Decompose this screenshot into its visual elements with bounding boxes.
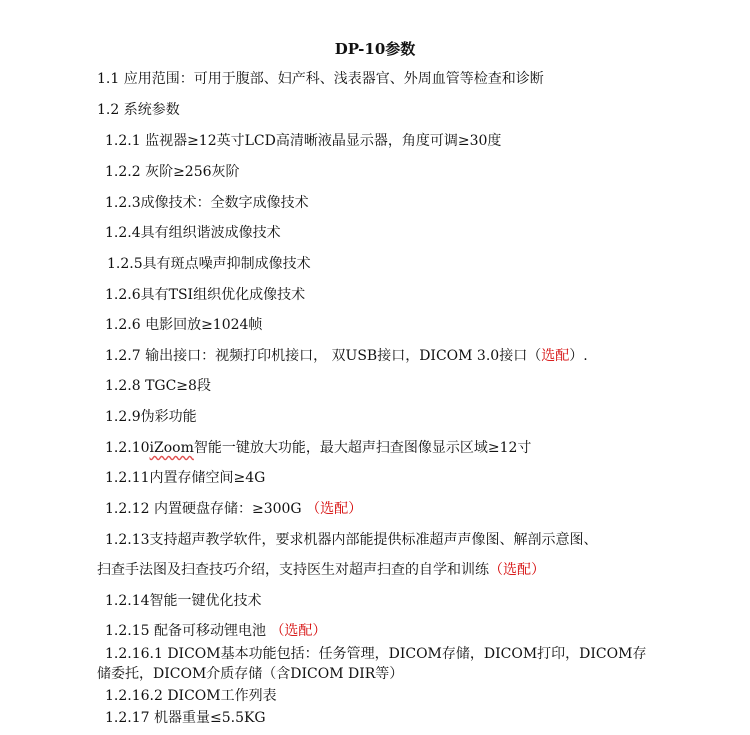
section-1-2-10 — [105, 438, 531, 458]
section-1-2-12 — [105, 499, 362, 519]
optional-tag: （选配） — [306, 501, 363, 517]
section-1-2-16-2: 1.2.16.2 DICOM工作列表 — [105, 688, 277, 704]
izoom-brand: iZoom — [149, 440, 194, 456]
optional-tag: 选配 — [541, 348, 570, 364]
section-1-2-16-1-line-1: 1.2.16.1 DICOM基本功能包括：任务管理，DICOM存储，DICOM打印，DICOM存 — [105, 646, 647, 662]
section-1-2-5: 1.2.5具有斑点噪声抑制成像技术 — [107, 256, 311, 272]
section-1-2-7-text: 1.2.7 输出接口：视频打印机接口， 双USB接口，DICOM 3.0接口（ — [105, 348, 542, 364]
section-1-2-14: 1.2.14智能一键优化技术 — [105, 593, 262, 609]
section-1-2-6-tsi: 1.2.6具有TSI组织优化成像技术 — [105, 287, 306, 303]
section-1-2-13-line-1: 1.2.13支持超声教学软件，要求机器内部能提供标准超声声像图、解剖示意图、 — [105, 532, 598, 548]
document-title: DP-10参数 — [334, 40, 416, 58]
section-1-2-1: 1.2.1 监视器≥12英寸LCD高清晰液晶显示器，角度可调≥30度 — [105, 133, 502, 149]
section-1-2-17: 1.2.17 机器重量≤5.5KG — [105, 710, 266, 726]
section-1-2-10-text: 智能一键放大功能，最大超声扫查图像显示区域≥12寸 — [193, 440, 532, 456]
section-1-1: 1.1 应用范围：可用于腹部、妇产科、浅表器官、外周血管等检查和诊断 — [97, 71, 544, 87]
section-1-2-11: 1.2.11内置存储空间≥4G — [105, 470, 266, 486]
section-1-2-15-text: 1.2.15 配备可移动锂电池 — [105, 623, 271, 639]
section-1-2-13-line-2 — [97, 560, 545, 580]
section-1-2-16-1-line-2: 储委托，DICOM介质存储（含DICOM DIR等） — [97, 666, 404, 682]
section-1-2: 1.2 系统参数 — [97, 102, 180, 118]
section-1-2-15 — [105, 621, 326, 641]
section-1-2-2: 1.2.2 灰阶≥256灰阶 — [105, 164, 240, 180]
section-1-2-4: 1.2.4具有组织谐波成像技术 — [105, 225, 281, 241]
section-1-2-7 — [105, 346, 588, 366]
section-1-2-10-number: 1.2.10 — [105, 440, 150, 456]
optional-tag: （选配） — [270, 623, 327, 639]
section-1-2-12-text: 1.2.12 内置硬盘存储：≥300G — [105, 501, 307, 517]
optional-tag: （选配） — [489, 562, 545, 578]
section-1-2-13-text: 扫查手法图及扫查技巧介绍，支持医生对超声扫查的自学和训练 — [97, 562, 489, 578]
section-1-2-9: 1.2.9伪彩功能 — [105, 409, 197, 425]
section-1-2-7-end: ）. — [569, 348, 588, 364]
section-1-2-8: 1.2.8 TGC≥8段 — [105, 378, 211, 394]
section-1-2-3: 1.2.3成像技术：全数字成像技术 — [105, 195, 309, 211]
section-1-2-6-cine: 1.2.6 电影回放≥1024帧 — [105, 317, 263, 333]
